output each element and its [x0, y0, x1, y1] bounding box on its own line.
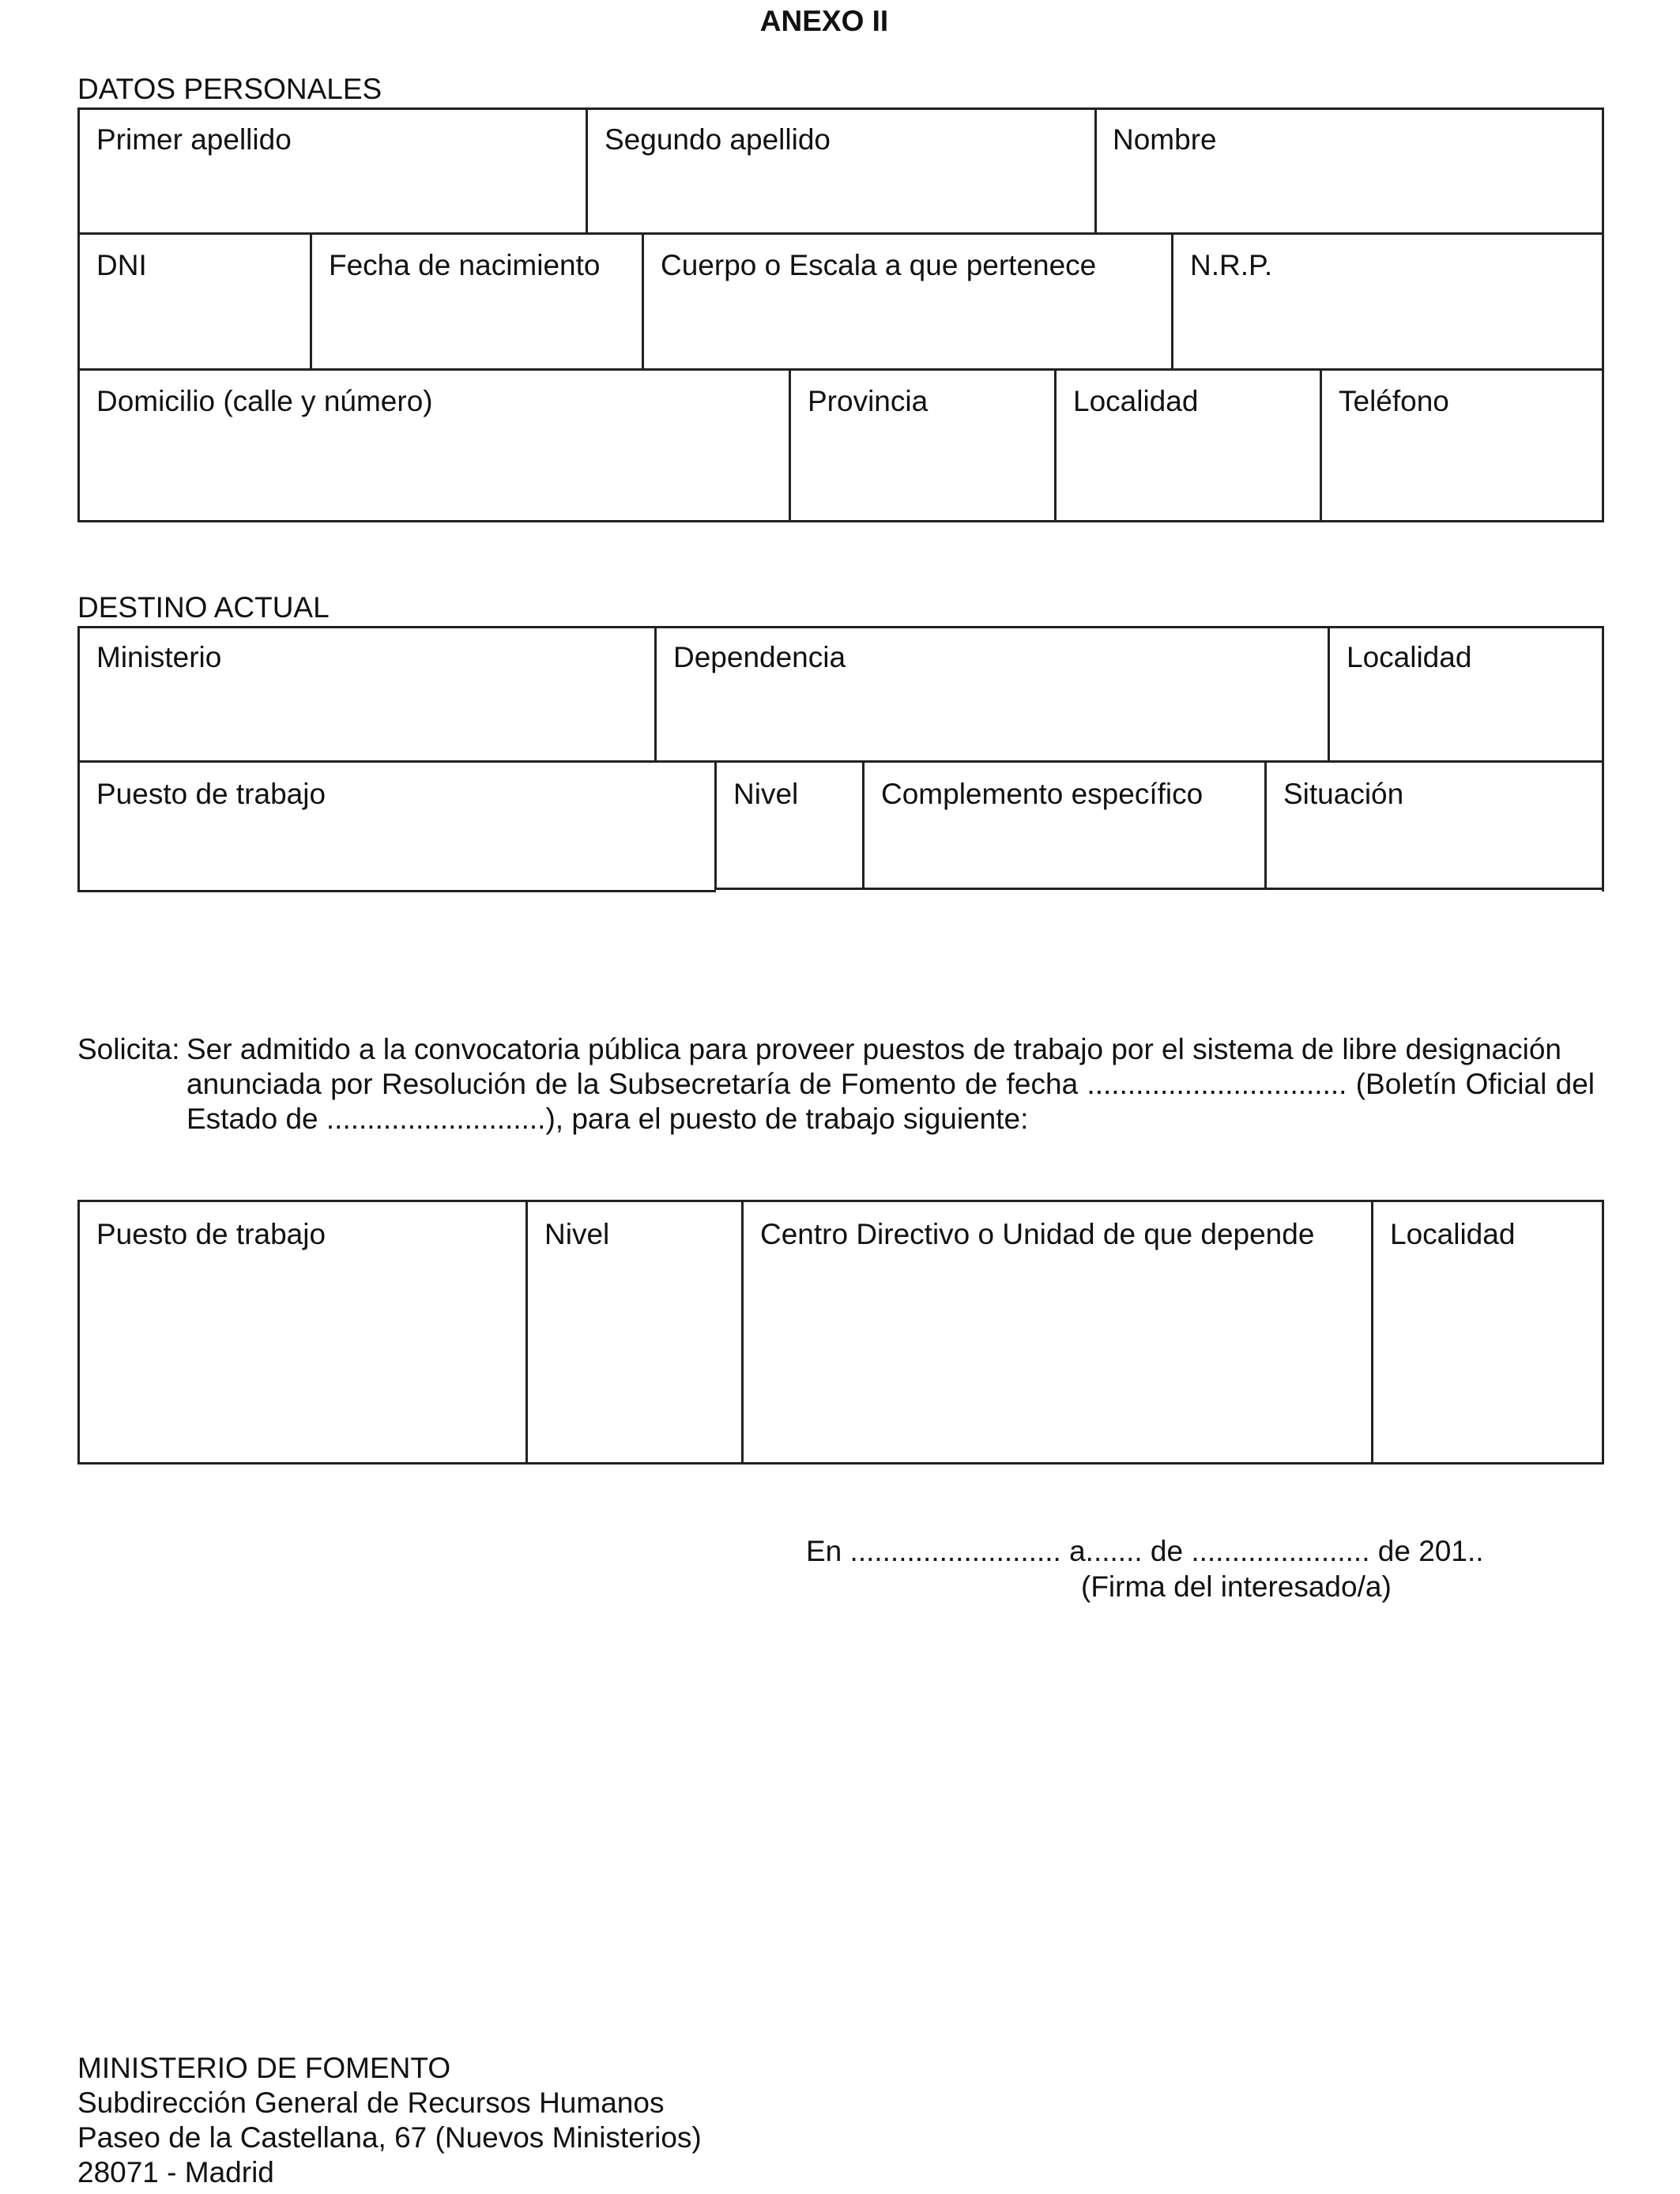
field-puesto-solicitado[interactable]: Puesto de trabajo	[96, 1218, 326, 1250]
solicita-line-1: Ser admitido a la convocatoria pública para proveer puestos de trabajo por el sistema de libre designación	[186, 1033, 1562, 1065]
table-border	[77, 626, 80, 892]
column-divider	[1171, 232, 1173, 370]
field-complemento-especifico[interactable]: Complemento específico	[881, 778, 1203, 810]
document-title: ANEXO II	[759, 5, 889, 37]
field-nrp[interactable]: N.R.P.	[1190, 249, 1273, 281]
table-border	[714, 888, 1604, 890]
field-nombre[interactable]: Nombre	[1113, 123, 1217, 156]
column-divider	[1264, 760, 1267, 890]
footer-ministry: MINISTERIO DE FOMENTO	[77, 2052, 451, 2084]
field-ministerio[interactable]: Ministerio	[96, 641, 222, 673]
signature-place-date: En .......................... a....... de ...................... de 201..	[806, 1535, 1484, 1567]
field-provincia[interactable]: Provincia	[808, 385, 929, 417]
row-divider	[77, 368, 1604, 371]
field-domicilio[interactable]: Domicilio (calle y número)	[96, 385, 433, 417]
column-divider	[525, 1200, 528, 1465]
footer-subdirection: Subdirección General de Recursos Humanos	[77, 2087, 665, 2119]
field-telefono[interactable]: Teléfono	[1339, 385, 1449, 417]
solicita-line-3: Estado de ...........................), para el puesto de trabajo siguiente:	[186, 1103, 1029, 1135]
table-border	[77, 626, 1604, 628]
field-localidad-solicitada[interactable]: Localidad	[1390, 1218, 1516, 1250]
field-localidad[interactable]: Localidad	[1073, 385, 1199, 417]
field-primer-apellido[interactable]: Primer apellido	[96, 123, 292, 156]
footer-postal-city: 28071 - Madrid	[77, 2156, 274, 2188]
field-nivel[interactable]: Nivel	[733, 778, 799, 810]
column-divider	[789, 368, 791, 522]
field-dependencia[interactable]: Dependencia	[673, 641, 846, 673]
datos-personales-border	[77, 107, 1604, 522]
column-divider	[1320, 368, 1322, 522]
field-puesto-trabajo[interactable]: Puesto de trabajo	[96, 778, 326, 810]
solicita-line-2: anunciada por Resolución de la Subsecretaría de Fomento de fecha ................................ (Boletín Oficial del	[186, 1068, 1595, 1100]
field-fecha-nacimiento[interactable]: Fecha de nacimiento	[329, 249, 601, 281]
field-situacion[interactable]: Situación	[1283, 778, 1404, 810]
column-divider	[741, 1200, 744, 1465]
solicita-label: Solicita:	[77, 1033, 180, 1065]
column-divider	[714, 760, 717, 890]
section-heading-datos-personales: DATOS PERSONALES	[77, 73, 382, 105]
column-divider	[1328, 626, 1330, 762]
column-divider	[862, 760, 864, 890]
column-divider	[642, 232, 644, 370]
field-segundo-apellido[interactable]: Segundo apellido	[605, 123, 831, 156]
footer-address	[77, 2051, 702, 2190]
column-divider	[1371, 1200, 1373, 1465]
field-centro-directivo[interactable]: Centro Directivo o Unidad de que depende	[760, 1218, 1315, 1250]
section-heading-destino-actual: DESTINO ACTUAL	[77, 591, 330, 624]
column-divider	[1094, 107, 1097, 234]
row-divider	[77, 232, 1604, 235]
field-nivel-solicitado[interactable]: Nivel	[544, 1218, 610, 1250]
column-divider	[310, 232, 312, 370]
field-cuerpo-escala[interactable]: Cuerpo o Escala a que pertenece	[661, 249, 1097, 281]
column-divider	[586, 107, 588, 234]
table-border	[1602, 626, 1604, 892]
field-dni[interactable]: DNI	[96, 249, 147, 281]
table-border	[77, 890, 716, 892]
solicita-paragraph	[77, 1032, 1595, 1137]
signature-caption: (Firma del interesado/a)	[1081, 1570, 1392, 1603]
footer-street: Paseo de la Castellana, 67 (Nuevos Ministerios)	[77, 2121, 702, 2154]
row-divider	[77, 760, 1604, 763]
column-divider	[1054, 368, 1057, 522]
field-localidad-destino[interactable]: Localidad	[1347, 641, 1472, 673]
column-divider	[654, 626, 657, 762]
